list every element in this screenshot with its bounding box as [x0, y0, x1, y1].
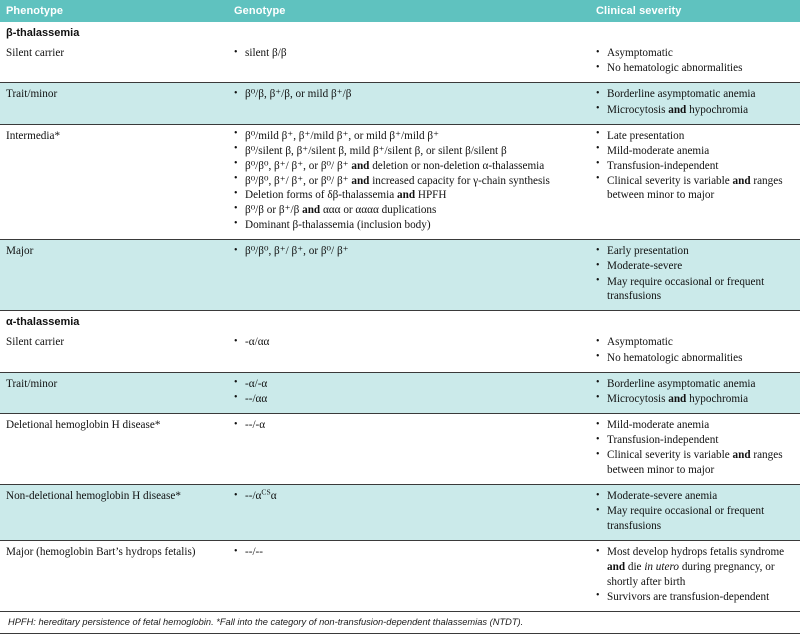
genotype-bullet-list	[234, 377, 584, 407]
genotype-bullet-item: • β⁰/β⁰, β⁺/ β⁺, or β⁰/ β⁺ and increased capacity for γ-chain synthesis	[234, 174, 584, 188]
cell-phenotype	[0, 414, 228, 485]
cell-genotype	[228, 372, 590, 413]
table-row	[0, 240, 800, 311]
section-heading: β-thalassemia	[0, 22, 800, 42]
severity-bullet-item: • Clinical severity is variable and ranges between minor to major	[596, 174, 794, 203]
cell-phenotype	[0, 485, 228, 541]
cell-genotype	[228, 485, 590, 541]
column-header-genotype: Genotype	[228, 0, 590, 22]
table-header	[0, 0, 800, 22]
phenotype-label: Non-deletional hemoglobin H disease*	[6, 490, 181, 503]
severity-bullet-item: • May require occasional or frequent transfusions	[596, 275, 794, 304]
phenotype-label: Major (hemoglobin Bart’s hydrops fetalis)	[6, 546, 196, 559]
severity-bullet-item: • Microcytosis and hypochromia	[596, 103, 794, 118]
severity-bullet-list	[596, 335, 794, 365]
table-header-row	[0, 0, 800, 22]
phenotype-label: Trait/minor	[6, 88, 58, 101]
cell-phenotype	[0, 240, 228, 311]
genotype-bullet-list	[234, 335, 584, 350]
section-heading: α-thalassemia	[0, 311, 800, 332]
severity-bullet-item: • Late presentation	[596, 129, 794, 143]
severity-bullet-list	[596, 87, 794, 117]
genotype-bullet-item: • -α/αα	[234, 335, 584, 350]
severity-bullet-item: • Survivors are transfusion-dependent	[596, 590, 794, 605]
cell-severity	[590, 42, 800, 83]
genotype-bullet-item: • --/--	[234, 545, 584, 560]
phenotype-label: Silent carrier	[6, 47, 65, 59]
severity-bullet-item: • Moderate-severe	[596, 259, 794, 274]
cell-severity	[590, 372, 800, 413]
cell-severity	[590, 485, 800, 541]
phenotype-label: Silent carrier	[6, 336, 65, 349]
genotype-bullet-item: • β⁰/silent β, β⁺/silent β, mild β⁺/silent β, or silent β/silent β	[234, 144, 584, 158]
cell-phenotype	[0, 372, 228, 413]
severity-bullet-list	[596, 129, 794, 203]
cell-genotype	[228, 42, 590, 83]
phenotype-label: Trait/minor	[6, 377, 58, 390]
column-header-severity: Clinical severity	[590, 0, 800, 22]
table-row	[0, 124, 800, 240]
cell-severity	[590, 83, 800, 124]
genotype-bullet-list	[234, 46, 584, 61]
cell-genotype	[228, 83, 590, 124]
severity-bullet-list	[596, 46, 794, 76]
genotype-bullet-item: • β⁰/mild β⁺, β⁺/mild β⁺, or mild β⁺/mild β⁺	[234, 129, 584, 143]
cell-severity	[590, 240, 800, 311]
table-row	[0, 372, 800, 413]
severity-bullet-list	[596, 489, 794, 534]
genotype-bullet-item: • β⁰/β, β⁺/β, or mild β⁺/β	[234, 87, 584, 102]
cell-phenotype	[0, 83, 228, 124]
severity-bullet-item: • Transfusion-independent	[596, 433, 794, 448]
genotype-bullet-item: • silent β/β	[234, 46, 584, 61]
severity-bullet-item: • Microcytosis and hypochromia	[596, 392, 794, 407]
severity-bullet-item: • No hematologic abnormalities	[596, 351, 794, 366]
genotype-bullet-list	[234, 489, 584, 504]
severity-bullet-item: • Mild-moderate anemia	[596, 144, 794, 158]
severity-bullet-list	[596, 545, 794, 604]
cell-phenotype	[0, 42, 228, 83]
cell-genotype	[228, 541, 590, 611]
cell-genotype	[228, 240, 590, 311]
genotype-bullet-item: • β⁰/β⁰, β⁺/ β⁺, or β⁰/ β⁺	[234, 244, 584, 259]
table-row	[0, 414, 800, 485]
severity-bullet-item: • Moderate-severe anemia	[596, 489, 794, 504]
cell-genotype	[228, 331, 590, 372]
table-row	[0, 42, 800, 83]
phenotype-label: Intermedia*	[6, 129, 61, 142]
table-row	[0, 485, 800, 541]
severity-bullet-item: • May require occasional or frequent transfusions	[596, 504, 794, 533]
cell-phenotype	[0, 124, 228, 240]
section-heading-row	[0, 311, 800, 332]
genotype-bullet-item: • --/αα	[234, 392, 584, 407]
genotype-bullet-item: • $--/\alpha^{CS}\alpha$	[234, 489, 584, 504]
severity-bullet-item: • Transfusion-independent	[596, 159, 794, 173]
cell-severity	[590, 414, 800, 485]
severity-bullet-item: • Borderline asymptomatic anemia	[596, 377, 794, 392]
genotype-bullet-list	[234, 129, 584, 233]
footnote-text: HPFH: hereditary persistence of fetal hemoglobin. *Fall into the category of non-transfusion-dependent thalassemias (NTDT).	[8, 617, 524, 628]
table-row	[0, 83, 800, 124]
column-header-phenotype: Phenotype	[0, 0, 228, 22]
section-heading-row	[0, 22, 800, 42]
severity-bullet-item: • Asymptomatic	[596, 46, 794, 61]
severity-bullet-list	[596, 244, 794, 304]
phenotype-label: Deletional hemoglobin H disease*	[6, 419, 161, 432]
cell-phenotype	[0, 541, 228, 611]
severity-bullet-item: • Most develop hydrops fetalis syndrome and die in utero during pregnancy, or shortly after birth	[596, 545, 794, 589]
severity-bullet-list	[596, 418, 794, 478]
severity-bullet-item: • No hematologic abnormalities	[596, 61, 794, 76]
table-row	[0, 331, 800, 372]
cell-severity	[590, 124, 800, 240]
genotype-bullet-item: • Dominant β-thalassemia (inclusion body)	[234, 218, 584, 232]
severity-bullet-list	[596, 377, 794, 407]
severity-bullet-item: • Early presentation	[596, 244, 794, 259]
severity-bullet-item: • Asymptomatic	[596, 335, 794, 350]
cell-genotype	[228, 124, 590, 240]
severity-bullet-item: • Borderline asymptomatic anemia	[596, 87, 794, 102]
genotype-bullet-list	[234, 545, 584, 560]
cell-severity	[590, 331, 800, 372]
table-body	[0, 22, 800, 611]
genotype-bullet-item: • -α/-α	[234, 377, 584, 392]
phenotype-label: Major	[6, 245, 34, 258]
cell-severity	[590, 541, 800, 611]
severity-bullet-item: • Mild-moderate anemia	[596, 418, 794, 433]
genotype-bullet-item: • β⁰/β⁰, β⁺/ β⁺, or β⁰/ β⁺ and deletion or non-deletion α-thalassemia	[234, 159, 584, 173]
table-row	[0, 541, 800, 611]
genotype-bullet-item: • Deletion forms of δβ-thalassemia and HPFH	[234, 188, 584, 202]
genotype-bullet-item: • --/-α	[234, 418, 584, 433]
genotype-bullet-list	[234, 244, 584, 259]
cell-genotype	[228, 414, 590, 485]
severity-bullet-item: • Clinical severity is variable and ranges between minor to major	[596, 448, 794, 477]
cell-phenotype	[0, 331, 228, 372]
genotype-bullet-list	[234, 418, 584, 433]
genotype-bullet-list	[234, 87, 584, 102]
genotype-bullet-item: • β⁰/β or β⁺/β and ααα or αααα duplications	[234, 203, 584, 217]
